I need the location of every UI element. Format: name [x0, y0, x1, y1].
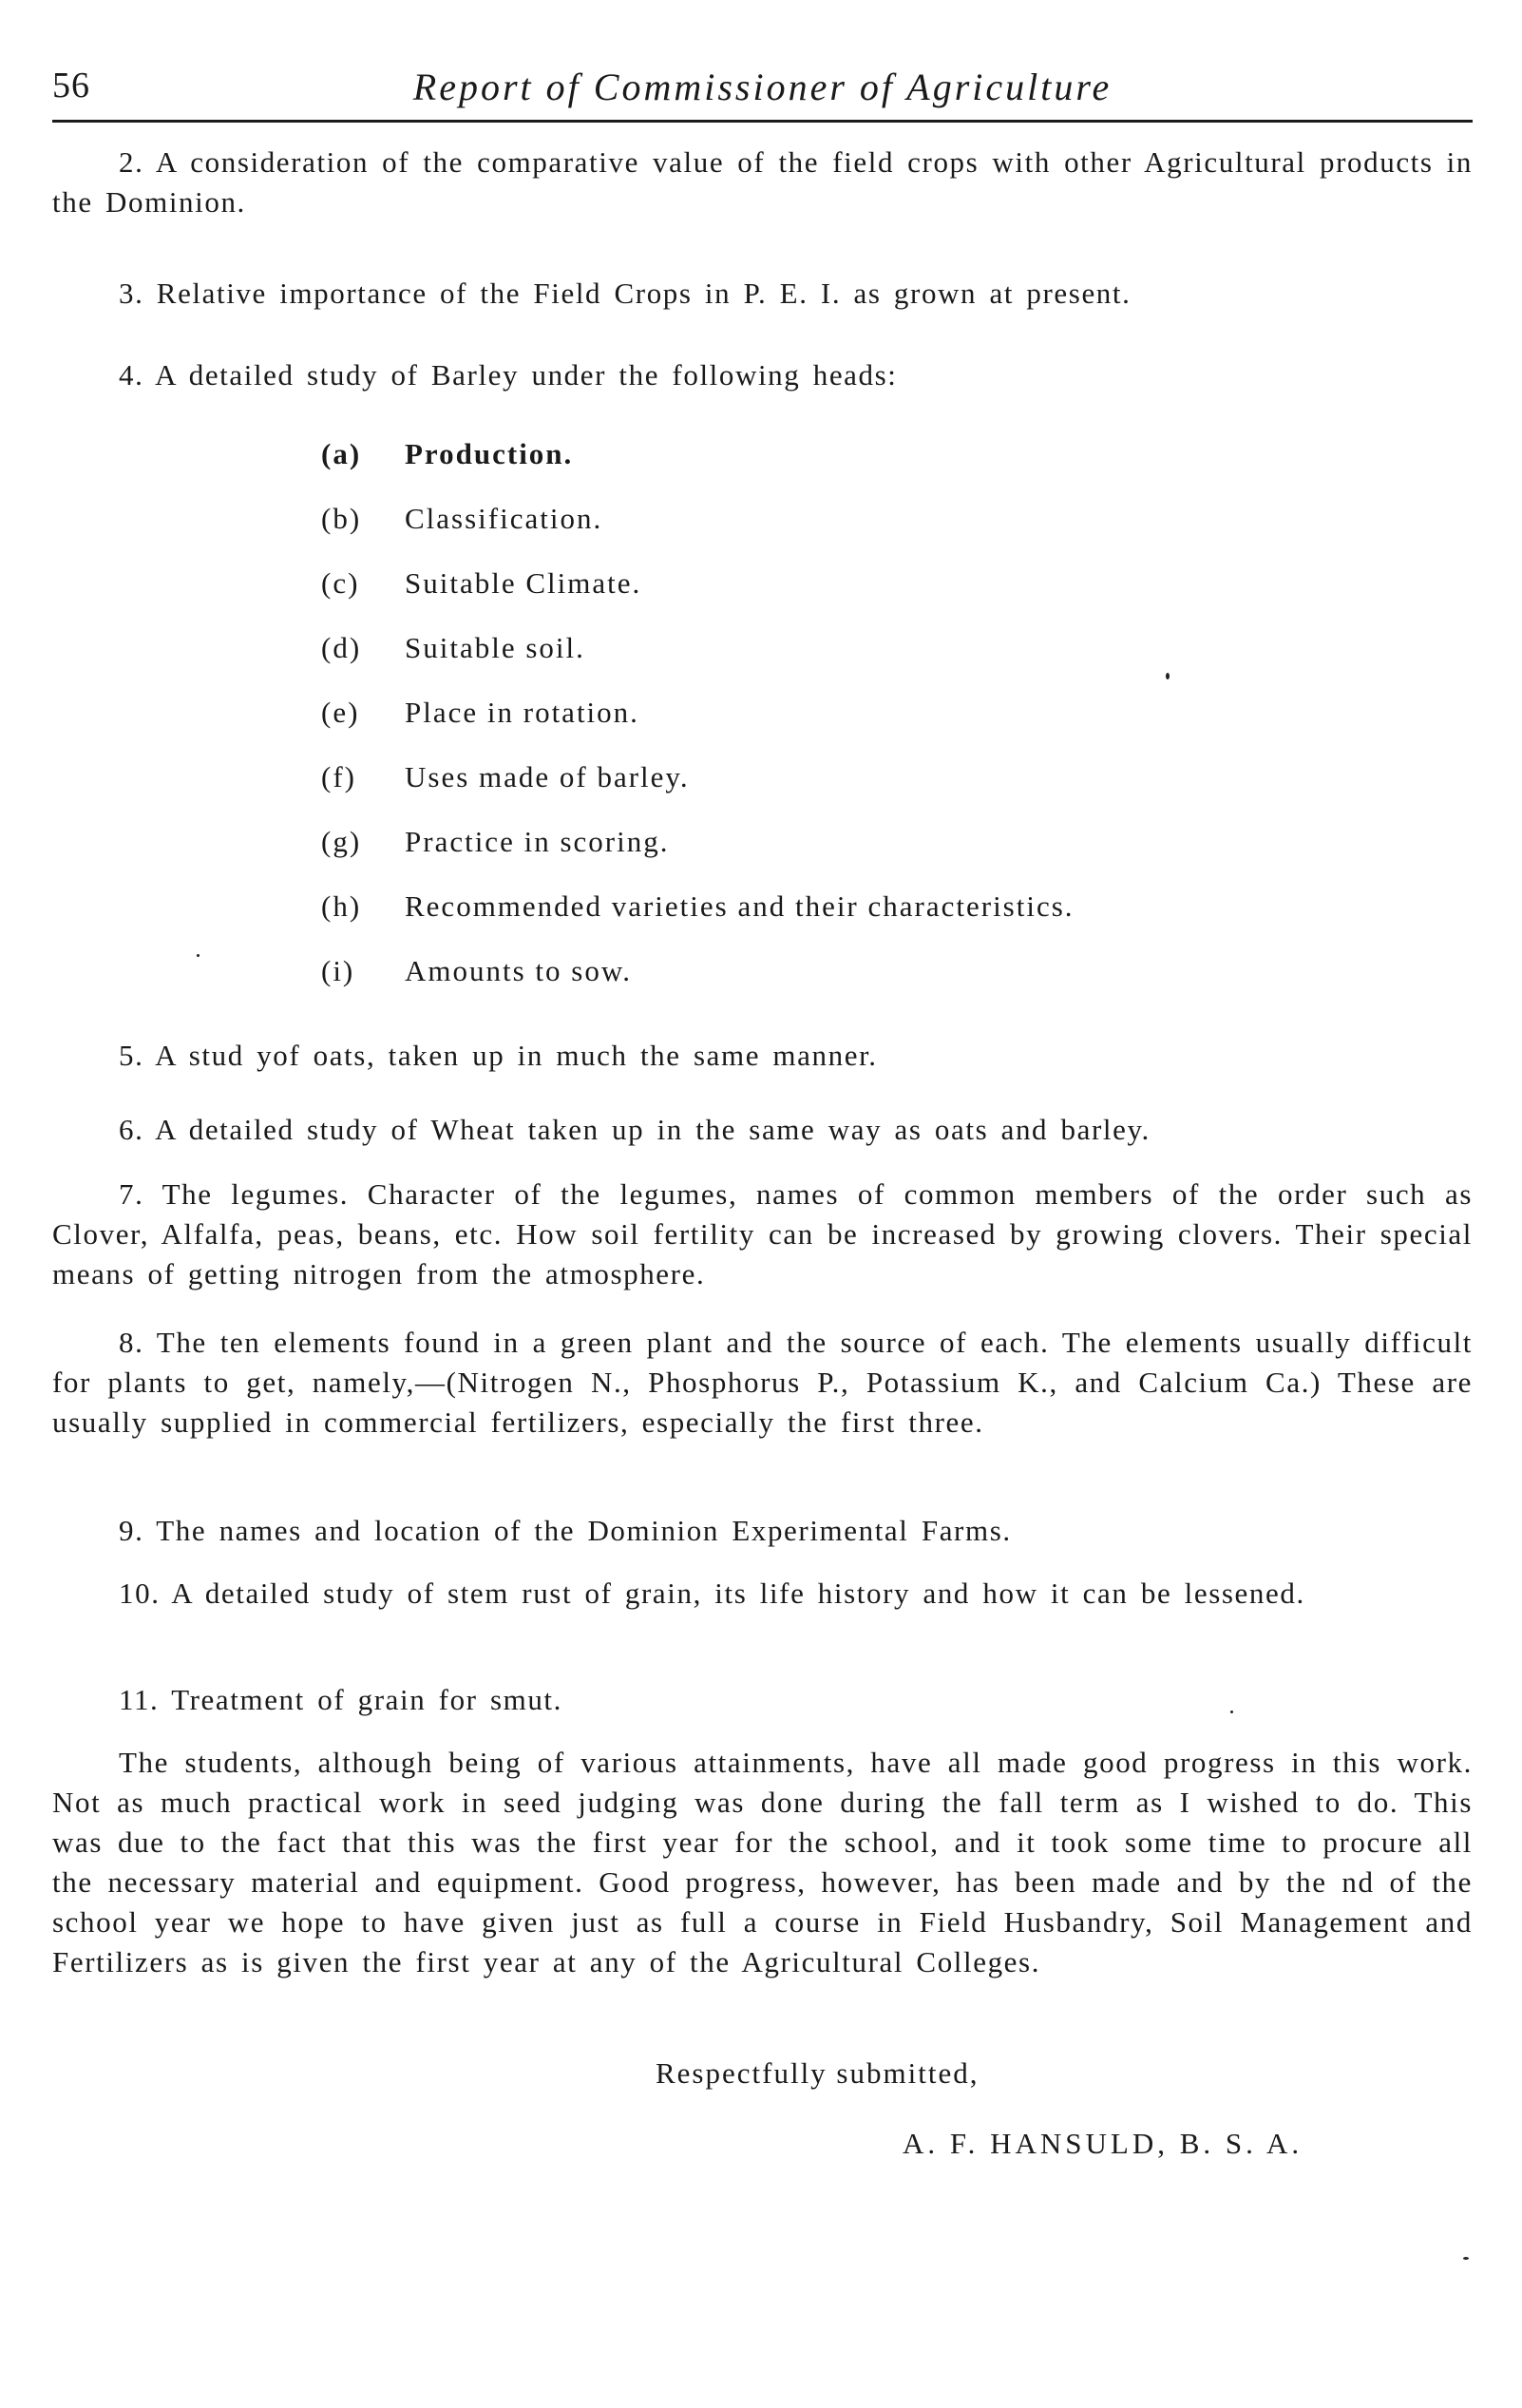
list-item-letter: (g)	[321, 825, 362, 858]
running-head-title: Report of Commissioner of Agriculture	[412, 66, 1113, 108]
list-item-text: Amounts to sow.	[405, 954, 632, 987]
list-item-letter: (d)	[321, 631, 362, 664]
print-speck	[197, 954, 200, 957]
item-5: 5. A stud yof oats, taken up in much the same manner.	[119, 1039, 878, 1072]
list-item-letter: (b)	[321, 502, 362, 535]
list-item-text: Suitable soil.	[405, 631, 585, 664]
list-item-letter: (h)	[321, 889, 362, 923]
print-speck	[1166, 673, 1170, 679]
print-speck	[1463, 2257, 1469, 2260]
page-header	[52, 59, 1473, 123]
item-11: 11. Treatment of grain for smut.	[119, 1683, 562, 1716]
list-item-letter: (a)	[321, 437, 362, 470]
list-item-text: Place in rotation.	[405, 696, 639, 729]
list-item-text: Recommended varieties and their characteristics.	[405, 889, 1075, 923]
item-6: 6. A detailed study of Wheat taken up in the same way as oats and barley.	[119, 1113, 1151, 1146]
item-10: 10. A detailed study of stem rust of grain, its life history and how it can be lessened.	[119, 1577, 1305, 1610]
print-speck	[1230, 1710, 1233, 1713]
item-7: 7. The legumes. Character of the legumes, names of common members of the order such as Clover, Alfalfa, peas, beans, etc. How soil fertility can be increased by growing clovers. Their special means of getting nitrogen from the atmosphere.	[52, 1177, 1473, 1290]
closing-salutation: Respectfully submitted,	[656, 2056, 980, 2090]
item-4: 4. A detailed study of Barley under the following heads:	[119, 358, 898, 392]
list-item-text: Production.	[405, 437, 574, 470]
list-item-letter: (i)	[321, 954, 355, 987]
item-8: 8. The ten elements found in a green plant and the source of each. The elements usually difficult for plants to get, namely,—(Nitrogen N., Phosphorus P., Potassium K., and Calcium Ca.) These are usually supplied in commercial fertilizers, especially the first three.	[52, 1326, 1473, 1439]
list-item-letter: (c)	[321, 566, 360, 600]
item-3: 3. Relative importance of the Field Crops in P. E. I. as grown at present.	[119, 277, 1132, 310]
list-item-letter: (e)	[321, 696, 360, 729]
item-9: 9. The names and location of the Dominion Experimental Farms.	[119, 1514, 1012, 1547]
page-number: 56	[52, 66, 90, 105]
summary-paragraph: The students, although being of various attainments, have all made good progress in this work. Not as much practical work in seed judging was done during the fall term as I wished to do. This was due to the fact that this was the first year for the school, and it took some time to procure all the necessary material and equipment. Good progress, however, has been made and by the nd of the school year we hope to have given just as full a course in Field Husbandry, Soil Management and Fertilizers as is given the first year at any of the Agricultural Colleges.	[52, 1746, 1473, 1978]
item-2: 2. A consideration of the comparative value of the field crops with other Agricultural products in the Dominion.	[52, 145, 1473, 219]
list-item-text: Suitable Climate.	[405, 566, 642, 600]
signature: A. F. HANSULD, B. S. A.	[903, 2127, 1303, 2160]
list-item-letter: (f)	[321, 760, 356, 793]
list-item-text: Uses made of barley.	[405, 760, 690, 793]
list-item-text: Practice in scoring.	[405, 825, 670, 858]
list-item-text: Classification.	[405, 502, 603, 535]
